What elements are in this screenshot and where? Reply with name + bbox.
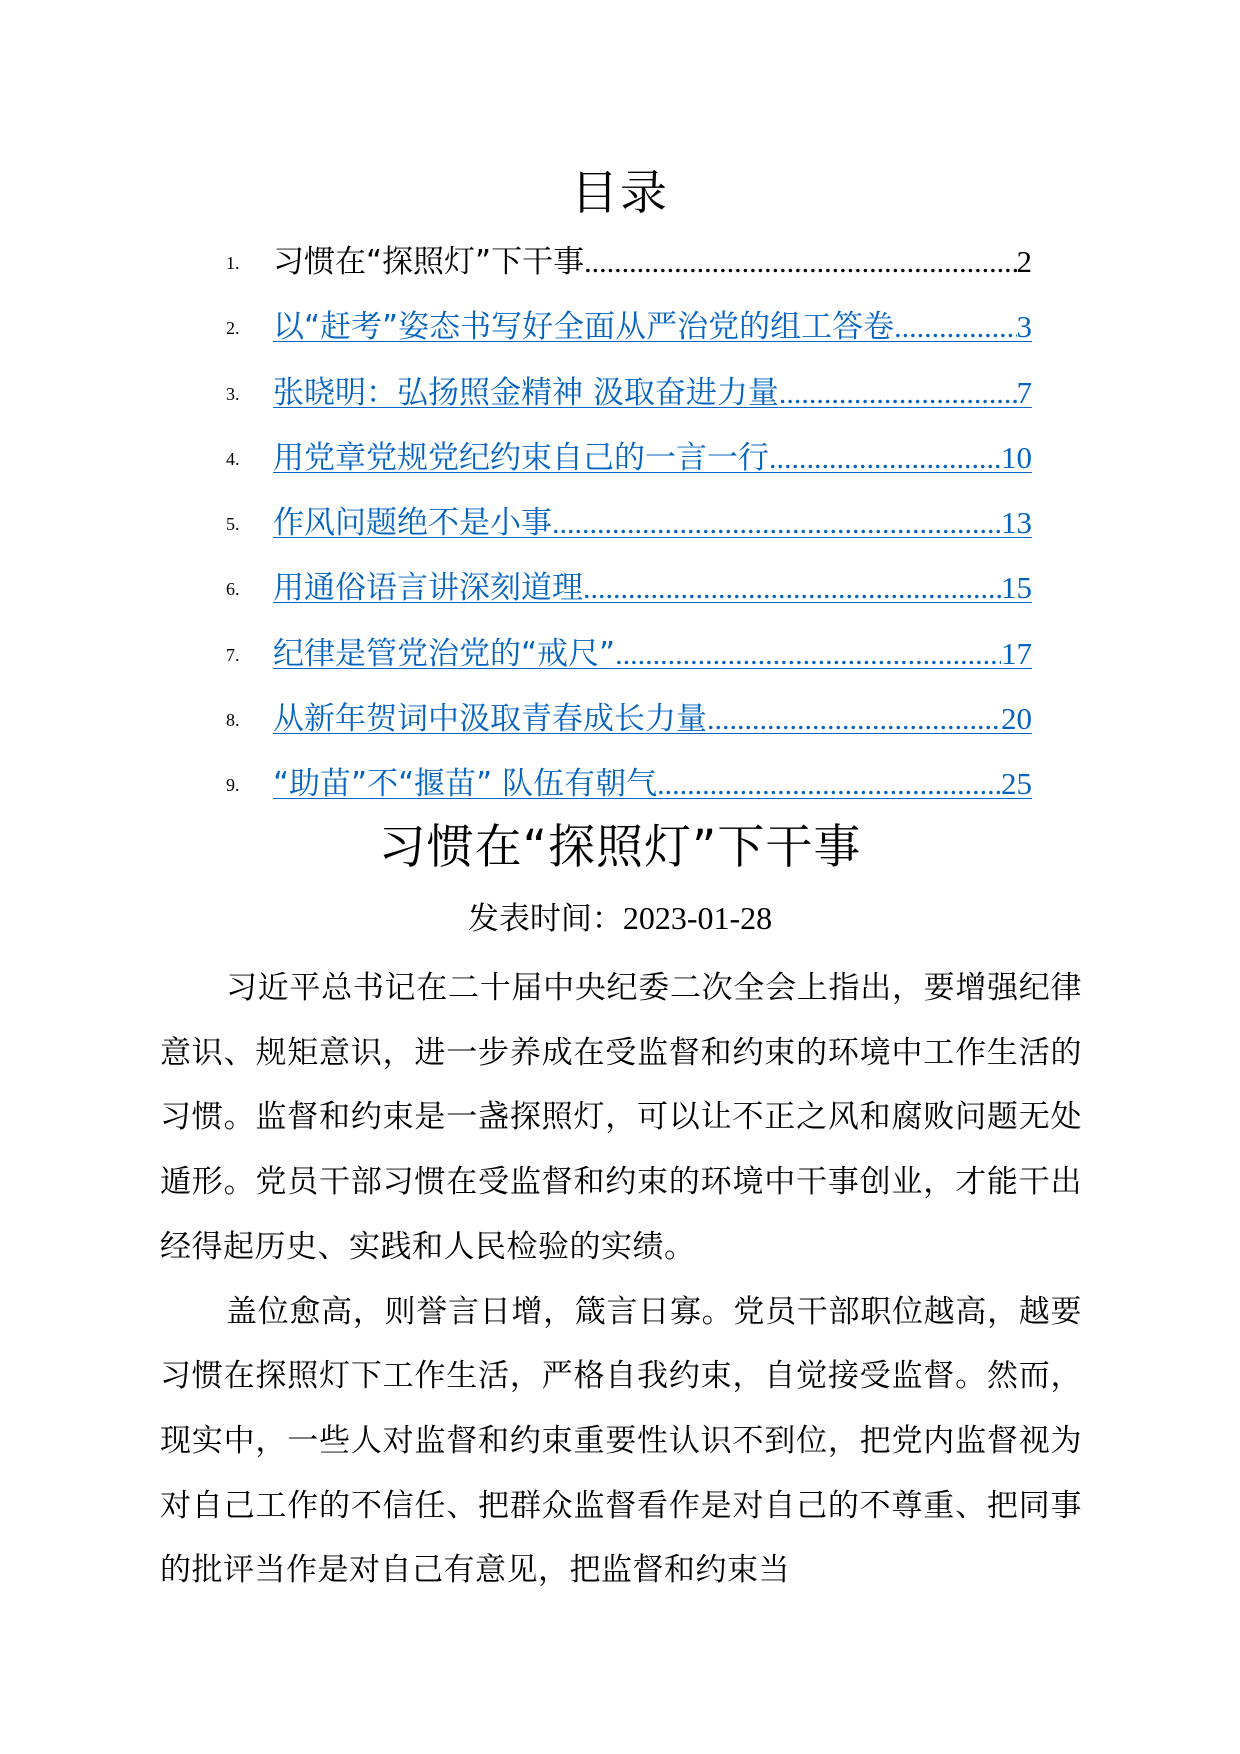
toc-entry-label: “助苗”不“揠苗” 队伍有朝气	[273, 766, 658, 803]
toc-page-number: 10	[1001, 439, 1032, 475]
toc-number: 3.	[226, 383, 240, 404]
publish-date-value: 2023-01-28	[622, 900, 773, 936]
toc-link-8[interactable]	[273, 697, 1032, 742]
toc-number: 7.	[226, 644, 240, 665]
toc-page-number: 2	[1016, 244, 1032, 279]
table-of-contents	[226, 240, 1032, 828]
toc-page-number: 17	[1001, 635, 1032, 671]
publish-date	[0, 896, 1240, 941]
toc-link-9[interactable]	[273, 762, 1032, 807]
toc-page-number: 13	[1001, 505, 1032, 541]
toc-dot-leader	[707, 698, 1001, 742]
toc-row	[226, 305, 1032, 370]
toc-row	[226, 240, 1032, 305]
toc-page-number: 25	[1001, 766, 1032, 802]
toc-number: 2.	[226, 318, 240, 339]
toc-number: 4.	[226, 448, 240, 469]
toc-row	[226, 371, 1032, 436]
toc-row	[226, 632, 1032, 697]
toc-entry-label: 从新年贺词中汲取青春成长力量	[273, 701, 707, 738]
toc-link-2[interactable]	[273, 305, 1032, 350]
article-title: 习惯在“探照灯”下干事	[378, 820, 862, 875]
toc-dot-leader	[769, 437, 1001, 481]
article-body	[160, 956, 1082, 1603]
toc-number: 6.	[226, 579, 240, 600]
toc-row	[226, 436, 1032, 501]
toc-dot-leader	[615, 633, 1001, 677]
toc-entry-label: 作风问题绝不是小事	[273, 505, 552, 542]
toc-entry-label: 用党章党规党纪约束自己的一言一行	[273, 439, 769, 476]
toc-row	[226, 697, 1032, 762]
toc-heading: 目录	[571, 166, 669, 221]
toc-number: 5.	[226, 514, 240, 535]
toc-row	[226, 501, 1032, 566]
toc-dot-leader	[584, 241, 1016, 285]
toc-dot-leader	[552, 502, 1001, 546]
toc-dot-leader	[779, 372, 1017, 416]
toc-dot-leader	[583, 567, 1001, 611]
toc-page-number: 7	[1016, 374, 1032, 410]
toc-page-number: 20	[1001, 701, 1032, 737]
toc-number: 8.	[226, 710, 240, 731]
toc-dot-leader	[657, 763, 1001, 807]
toc-number: 1.	[226, 253, 240, 273]
toc-link-7[interactable]	[273, 632, 1032, 677]
article-paragraph: 习近平总书记在二十届中央纪委二次全会上指出，要增强纪律意识、规矩意识，进一步养成在受监督和约束的环境中工作生活的习惯。监督和约束是一盏探照灯，可以让不正之风和腐败问题无处遁形。党员干部习惯在受监督和约束的环境中干事创业，才能干出经得起历史、实践和人民检验的实绩。	[160, 970, 1082, 1265]
toc-entry-label: 张晓明：弘扬照金精神 汲取奋进力量	[273, 374, 779, 411]
toc-dot-leader	[894, 306, 1016, 350]
toc-entry-label: 纪律是管党治党的“戒尺”	[273, 635, 616, 672]
toc-page-number: 3	[1016, 309, 1032, 345]
toc-link-3[interactable]	[273, 371, 1032, 416]
toc-entry-label: 用通俗语言讲深刻道理	[273, 570, 583, 607]
toc-page-number: 15	[1001, 570, 1032, 606]
toc-entry-label: 以“赶考”姿态书写好全面从严治党的组工答卷	[273, 309, 895, 346]
toc-link-4[interactable]	[273, 436, 1032, 481]
article-paragraph: 盖位愈高，则誉言日增，箴言日寡。党员干部职位越高，越要习惯在探照灯下工作生活，严格自我约束，自觉接受监督。然而，现实中，一些人对监督和约束重要性认识不到位，把党内监督视为对自己工作的不信任、把群众监督看作是对自己的不尊重、把同事的批评当作是对自己有意见，把监督和约束当	[160, 1293, 1082, 1589]
toc-link-6[interactable]	[273, 566, 1032, 611]
toc-entry-label: 习惯在“探照灯”下干事	[273, 244, 585, 280]
toc-entry-1[interactable]	[273, 240, 1032, 285]
toc-row	[226, 566, 1032, 631]
toc-link-5[interactable]	[273, 501, 1032, 546]
publish-date-label: 发表时间：	[467, 901, 623, 937]
toc-number: 9.	[226, 775, 240, 796]
